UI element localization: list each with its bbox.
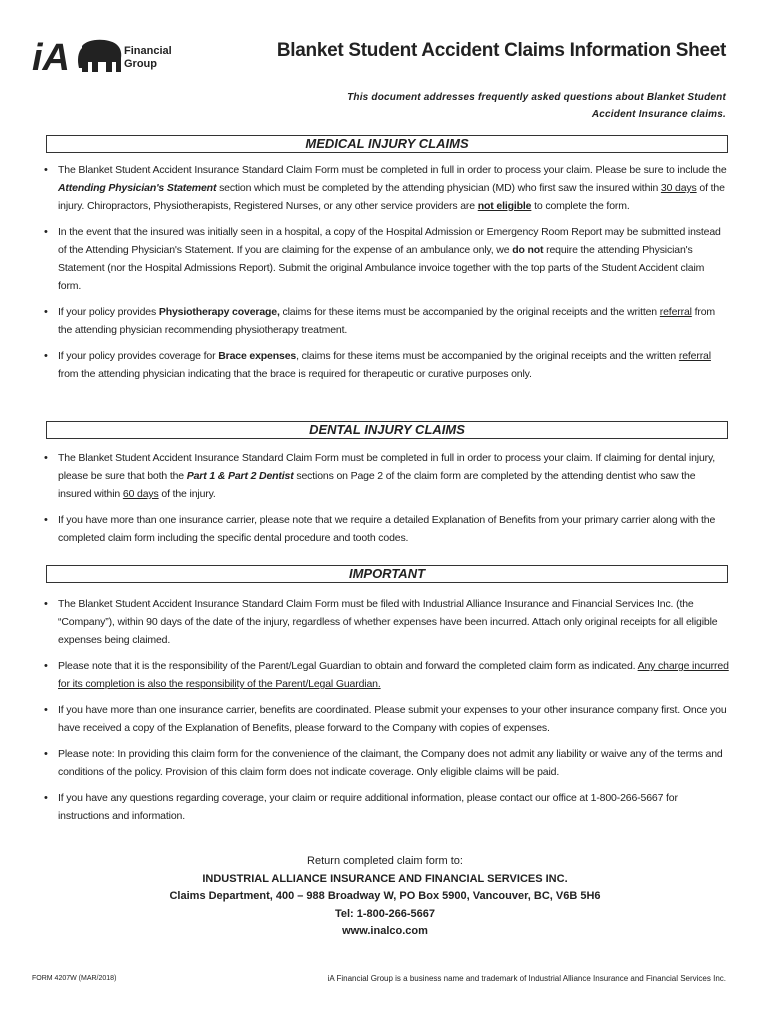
important-item-1: • The Blanket Student Accident Insurance Standard Claim Form must be filed with Industrial Alliance Insurance and Financial Services Inc. (the “Company”), within 90 days of the date of the injury, regardless of whether expenses have been incurred. Attach only original receipts for all eligible expenses being claimed.: [40, 595, 730, 649]
medical-section-heading: MEDICAL INJURY CLAIMS: [46, 135, 728, 153]
medical-item-2: • In the event that the insured was initially seen in a hospital, a copy of the Hospital Admission or Emergency Room Report may be submitted instead of the Attending Physician's Statement. If you are claiming for the expense of an ambulance only, we do not require the attending Physician's Statement (nor the Hospital Admissions Report). Submit the original Ambulance invoice together with the top parts of the Student Accident claim form.: [40, 223, 730, 295]
website-link[interactable]: www.inalco.com: [342, 925, 428, 937]
company-name: INDUSTRIAL ALLIANCE INSURANCE AND FINANCIAL SERVICES INC.: [202, 872, 568, 885]
claims-address: Claims Department, 400 – 988 Broadway W, PO Box 5900, Vancouver, BC, V6B 5H6: [169, 890, 601, 902]
logo-wordmark: [124, 45, 172, 71]
important-list: [40, 595, 730, 833]
trademark-notice: iA Financial Group is a business name and trademark of Industrial Alliance Insurance and Financial Services Inc.: [327, 974, 726, 983]
claims-phone: Tel: 1-800-266-5667: [334, 907, 436, 920]
form-code: FORM 4207W (MAR/2018): [32, 975, 117, 982]
dental-section-heading: DENTAL INJURY CLAIMS: [46, 421, 728, 439]
logo-line-group: Group: [124, 58, 157, 70]
important-item-3: • If you have more than one insurance carrier, benefits are coordinated. Please submit your expenses to your other insurance company first. Once you have received a copy of the Explanation of Benefits, please forward to the Company with copies of expenses.: [40, 701, 730, 737]
logo-line-financial: Financial: [124, 45, 172, 57]
medical-item-1: • The Blanket Student Accident Insurance Standard Claim Form must be completed in full in order to process your claim. Please be sure to include the Attending Physician's Statement section which must be completed by the attending physician (MD) who first saw the insured within 30 days of the injury. Chiropractors, Physiotherapists, Registered Nurses, or any other service providers are not eligible to complete the form.: [40, 161, 730, 215]
page-title: Blanket Student Accident Claims Information Sheet: [276, 40, 726, 61]
dental-item-2: • If you have more than one insurance carrier, please note that we require a detailed Explanation of Benefits from your primary carrier along with the completed claim form including the specific dental procedure and tooth codes.: [40, 511, 730, 547]
medical-item-3: • If your policy provides Physiotherapy coverage, claims for these items must be accompanied by the original receipts and the written referral from the attending physician recommending physiotherapy treatment.: [40, 303, 730, 339]
important-item-5: • If you have any questions regarding coverage, your claim or require additional information, please contact our office at 1-800-266-5667 for instructions and information.: [40, 789, 730, 825]
elephant-icon: [78, 40, 121, 72]
return-address-block: [0, 853, 770, 941]
medical-list: [40, 161, 730, 391]
dental-list: [40, 449, 730, 555]
medical-item-4: • If your policy provides coverage for Brace expenses, claims for these items must be accompanied by the original receipts and the written referral from the attending physician indicating that the brace is required for therapeutic or curative purposes only.: [40, 347, 730, 383]
important-item-2: • Please note that it is the responsibility of the Parent/Legal Guardian to obtain and forward the completed claim form as indicated. Any charge incurred for its completion is also the responsibility of the Parent/Legal Guardian.: [40, 657, 730, 693]
important-item-4: • Please note: In providing this claim form for the convenience of the claimant, the Company does not admit any liability or waive any of the terms and conditions of the policy. Provision of this claim form does not indicate coverage. Only eligible claims will be paid.: [40, 745, 730, 781]
page-subtitle: This document addresses frequently asked questions about Blanket Student Accident Insurance claims.: [347, 92, 726, 120]
logo-mark: iA: [32, 37, 70, 79]
important-section-heading: IMPORTANT: [46, 565, 728, 583]
return-intro: Return completed claim form to:: [307, 855, 463, 867]
dental-item-1: • The Blanket Student Accident Insurance Standard Claim Form must be completed in full in order to process your claim. If claiming for dental injury, please be sure that both the Part 1 & Part 2 Dentist sections on Page 2 of the claim form are completed by the attending dentist who saw the insured within 60 days of the injury.: [40, 449, 730, 503]
